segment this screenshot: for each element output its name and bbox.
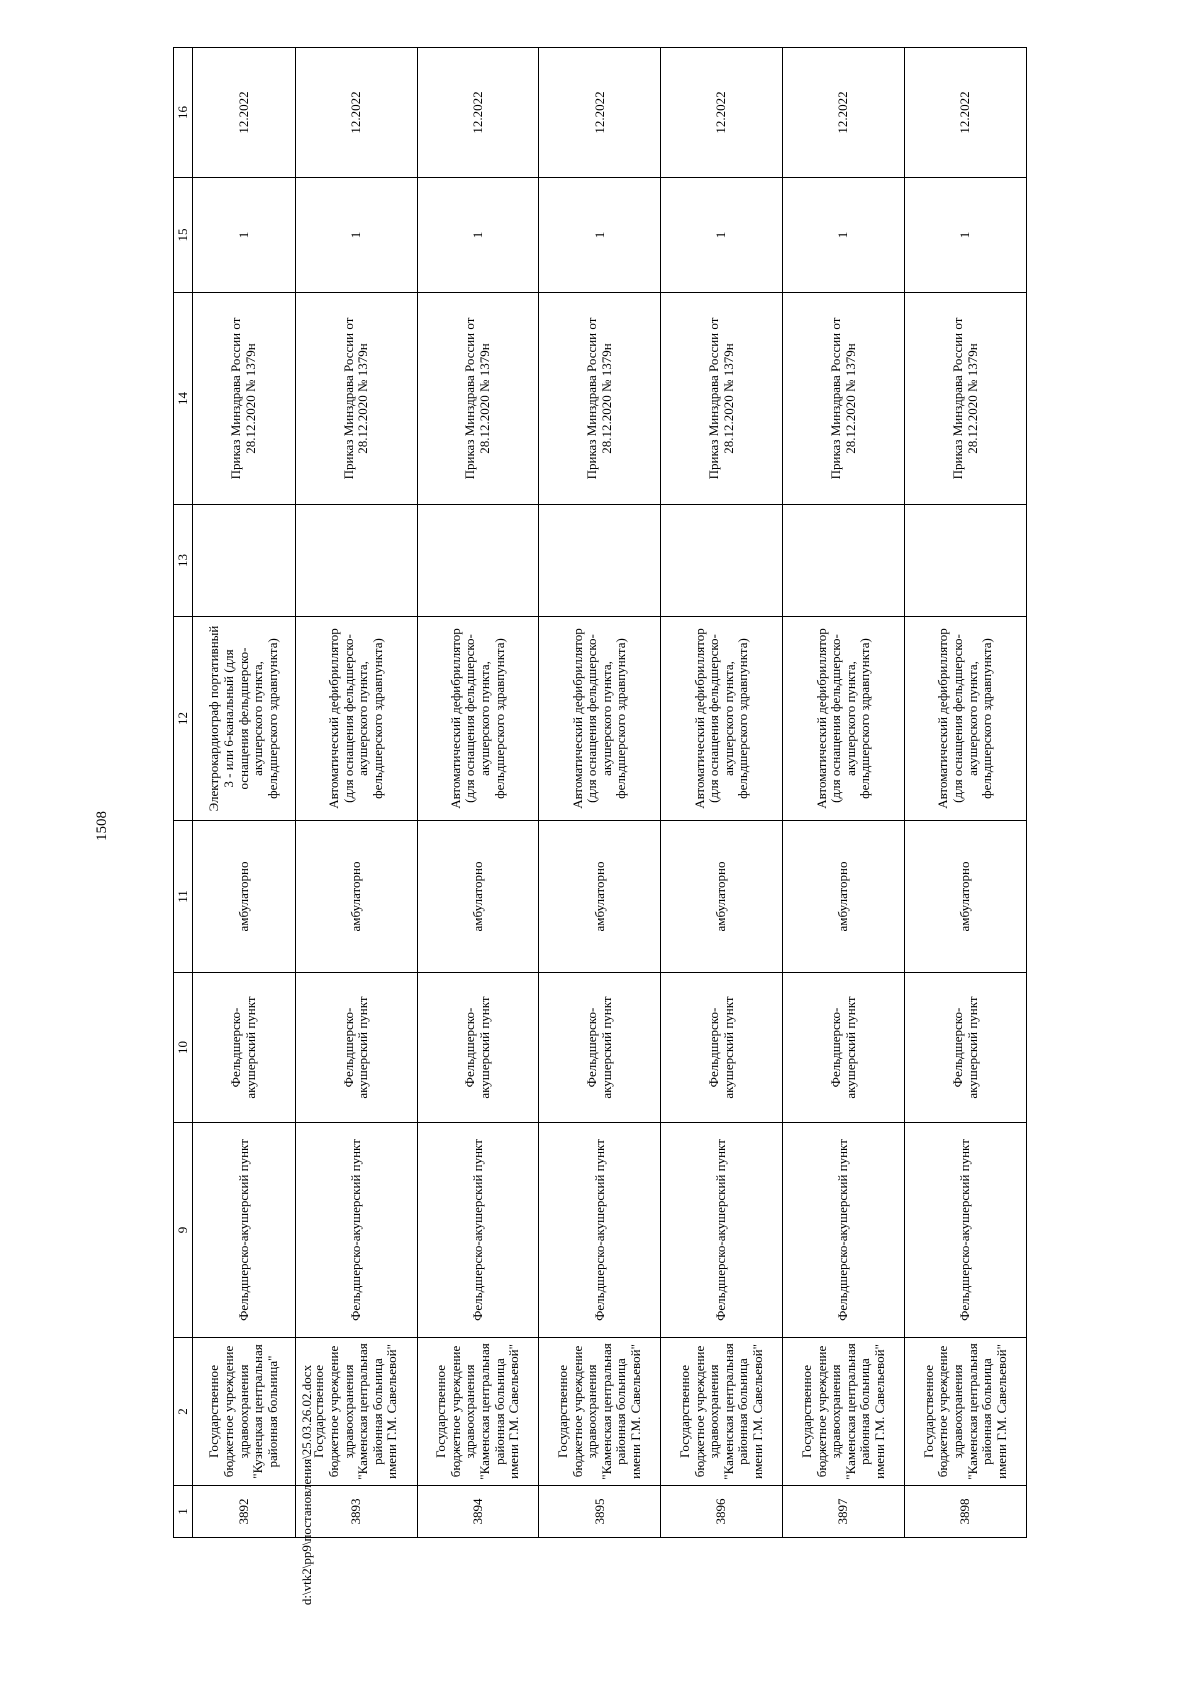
deadline-cell: 12.2022 [295, 48, 417, 178]
table-row [193, 48, 296, 1538]
quantity-cell: 1 [295, 178, 417, 293]
care-form-cell: амбулаторно [539, 821, 661, 973]
column-number-cell: 1 [174, 1486, 193, 1538]
page-number: 1508 [94, 811, 110, 841]
unit-type-cell: Фельдшерско-акушерский пункт [661, 1123, 783, 1338]
regulation-cell: Приказ Минздрава России от 28.12.2020 № 1379н [905, 293, 1027, 505]
unit-type-cell: Фельдшерско-акушерский пункт [417, 1123, 539, 1338]
equipment-cell: Автоматический дефибриллятор (для оснащения фельдшерско-акушерского пункта, фельдшерского здравпункта) [295, 617, 417, 821]
unit-type-cell: Фельдшерско-акушерский пункт [193, 1123, 296, 1338]
unit-name-cell: Фельдшерско-акушерский пункт [905, 973, 1027, 1123]
note-cell [783, 505, 905, 617]
quantity-cell: 1 [539, 178, 661, 293]
equipment-cell: Автоматический дефибриллятор (для оснащения фельдшерско-акушерского пункта, фельдшерского здравпункта) [417, 617, 539, 821]
quantity-cell: 1 [661, 178, 783, 293]
unit-name-cell: Фельдшерско-акушерский пункт [417, 973, 539, 1123]
deadline-cell: 12.2022 [417, 48, 539, 178]
regulation-cell: Приказ Минздрава России от 28.12.2020 № 1379н [783, 293, 905, 505]
equipment-cell: Автоматический дефибриллятор (для оснащения фельдшерско-акушерского пункта, фельдшерского здравпункта) [905, 617, 1027, 821]
column-number-cell: 16 [174, 48, 193, 178]
note-cell [417, 505, 539, 617]
deadline-cell: 12.2022 [783, 48, 905, 178]
column-number-cell: 2 [174, 1338, 193, 1486]
unit-name-cell: Фельдшерско-акушерский пункт [295, 973, 417, 1123]
note-cell [539, 505, 661, 617]
note-cell [193, 505, 296, 617]
care-form-cell: амбулаторно [905, 821, 1027, 973]
unit-name-cell: Фельдшерско-акушерский пункт [539, 973, 661, 1123]
unit-type-cell: Фельдшерско-акушерский пункт [295, 1123, 417, 1338]
unit-type-cell: Фельдшерско-акушерский пункт [905, 1123, 1027, 1338]
row-number-cell: 3894 [417, 1486, 539, 1538]
note-cell [295, 505, 417, 617]
quantity-cell: 1 [417, 178, 539, 293]
table-row [905, 48, 1027, 1538]
quantity-cell: 1 [193, 178, 296, 293]
column-number-cell: 11 [174, 821, 193, 973]
footer-file-path: d:\vtk2\pp9\постановления\25.03.26.02.docx [299, 1364, 314, 1606]
unit-name-cell: Фельдшерско-акушерский пункт [661, 973, 783, 1123]
equipment-cell: Автоматический дефибриллятор (для оснащения фельдшерско-акушерского пункта, фельдшерского здравпункта) [661, 617, 783, 821]
equipment-cell: Автоматический дефибриллятор (для оснащения фельдшерско-акушерского пункта, фельдшерского здравпункта) [783, 617, 905, 821]
institution-cell: Государственное бюджетное учреждение здравоохранения "Каменская центральная районная больница имени Г.М. Савельевой" [295, 1338, 417, 1486]
unit-name-cell: Фельдшерско-акушерский пункт [783, 973, 905, 1123]
institution-cell: Государственное бюджетное учреждение здравоохранения "Кузнецкая центральная районная больница" [193, 1338, 296, 1486]
table-row [539, 48, 661, 1538]
row-number-cell: 3898 [905, 1486, 1027, 1538]
deadline-cell: 12.2022 [193, 48, 296, 178]
institution-cell: Государственное бюджетное учреждение здравоохранения "Каменская центральная районная больница имени Г.М. Савельевой" [417, 1338, 539, 1486]
note-cell [905, 505, 1027, 617]
regulation-cell: Приказ Минздрава России от 28.12.2020 № 1379н [295, 293, 417, 505]
quantity-cell: 1 [905, 178, 1027, 293]
unit-name-cell: Фельдшерско-акушерский пункт [193, 973, 296, 1123]
care-form-cell: амбулаторно [295, 821, 417, 973]
deadline-cell: 12.2022 [539, 48, 661, 178]
institution-cell: Государственное бюджетное учреждение здравоохранения "Каменская центральная районная больница имени Г.М. Савельевой" [661, 1338, 783, 1486]
row-number-cell: 3896 [661, 1486, 783, 1538]
regulation-cell: Приказ Минздрава России от 28.12.2020 № 1379н [417, 293, 539, 505]
table-row [783, 48, 905, 1538]
care-form-cell: амбулаторно [193, 821, 296, 973]
column-number-cell: 9 [174, 1123, 193, 1338]
institution-cell: Государственное бюджетное учреждение здравоохранения "Каменская центральная районная больница имени Г.М. Савельевой" [905, 1338, 1027, 1486]
institution-cell: Государственное бюджетное учреждение здравоохранения "Каменская центральная районная больница имени Г.М. Савельевой" [783, 1338, 905, 1486]
care-form-cell: амбулаторно [783, 821, 905, 973]
note-cell [661, 505, 783, 617]
unit-type-cell: Фельдшерско-акушерский пункт [539, 1123, 661, 1338]
care-form-cell: амбулаторно [661, 821, 783, 973]
column-number-cell: 12 [174, 617, 193, 821]
table-row [661, 48, 783, 1538]
column-number-cell: 15 [174, 178, 193, 293]
column-number-cell: 10 [174, 973, 193, 1123]
row-number-cell: 3895 [539, 1486, 661, 1538]
deadline-cell: 12.2022 [661, 48, 783, 178]
care-form-cell: амбулаторно [417, 821, 539, 973]
table-row [417, 48, 539, 1538]
unit-type-cell: Фельдшерско-акушерский пункт [783, 1123, 905, 1338]
regulation-cell: Приказ Минздрава России от 28.12.2020 № 1379н [193, 293, 296, 505]
row-number-cell: 3897 [783, 1486, 905, 1538]
equipment-cell: Электрокардиограф портативный 3 - или 6-канальный (для оснащения фельдшерско-акушерского пункта, фельдшерского здравпункта) [193, 617, 296, 821]
column-number-row [174, 48, 193, 1538]
column-number-cell: 13 [174, 505, 193, 617]
regulation-cell: Приказ Минздрава России от 28.12.2020 № 1379н [539, 293, 661, 505]
quantity-cell: 1 [783, 178, 905, 293]
row-number-cell: 3892 [193, 1486, 296, 1538]
institution-cell: Государственное бюджетное учреждение здравоохранения "Каменская центральная районная больница имени Г.М. Савельевой" [539, 1338, 661, 1486]
regulation-cell: Приказ Минздрава России от 28.12.2020 № 1379н [661, 293, 783, 505]
column-number-cell: 14 [174, 293, 193, 505]
equipment-cell: Автоматический дефибриллятор (для оснащения фельдшерско-акушерского пункта, фельдшерского здравпункта) [539, 617, 661, 821]
row-number-cell: 3893 [295, 1486, 417, 1538]
deadline-cell: 12.2022 [905, 48, 1027, 178]
